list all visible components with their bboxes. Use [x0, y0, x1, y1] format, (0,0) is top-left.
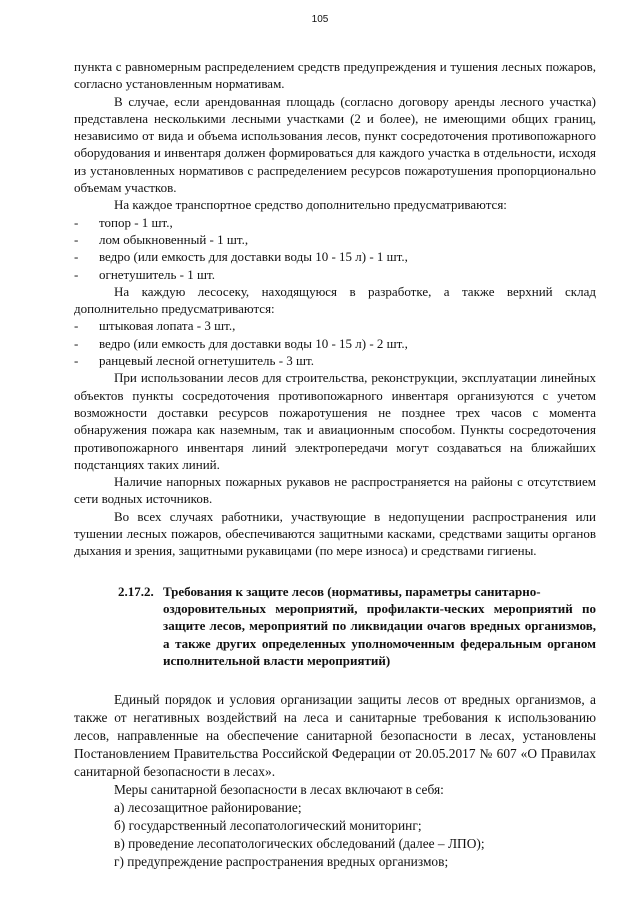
section-body: [74, 691, 596, 871]
section-title-first-line: Требования к защите лесов (нормативы, параметры санитарно-: [163, 583, 541, 599]
measure-item: а) лесозащитное районирование;: [114, 799, 302, 815]
section-title-rest: оздоровительных мероприятий, профилакти-ческих мероприятий по защите лесов, мероприятий по ликвидации очагов вредных организмов, а также других определенных уполномоченным федеральным органом исполнительной власти мероприятий): [163, 601, 596, 669]
list-item: - топор - 1 шт.,: [74, 214, 596, 231]
vehicle-equipment-list: [74, 214, 596, 283]
paragraph-fire-hoses: Наличие напорных пожарных рукавов не распространяется на районы с отсутствием сети водных источников.: [74, 474, 596, 507]
list-item: - ранцевый лесной огнетушитель - 3 шт.: [74, 352, 596, 369]
measure-item: г) предупреждение распространения вредных организмов;: [114, 853, 449, 869]
document-body: [74, 58, 596, 871]
paragraph-sanitary-rules: Единый порядок и условия организации защиты лесов от вредных организмов, а также от негативных воздействий на леса и санитарные требования к использованию лесов, направленные на обеспечение санитарной безопасности в лесах, установлены Постановлением Правительства Российской Федерации от 20.05.2017 № 607 «О Правилах санитарной безопасности в лесах».: [74, 691, 596, 779]
paragraph-continuation: пункта с равномерным распределением средств предупреждения и тушения лесных пожаров, согласно установленным нормативам.: [74, 59, 596, 92]
list-item: - огнетушитель - 1 шт.: [74, 266, 596, 283]
cutting-area-equipment-list: [74, 317, 596, 369]
paragraph-measures-intro: Меры санитарной безопасности в лесах включают в себя:: [114, 781, 444, 797]
paragraph-cutting-area-intro: На каждую лесосеку, находящуюся в разработке, а также верхний склад дополнительно предусматриваются:: [74, 283, 596, 317]
list-item: - ведро (или емкость для доставки воды 10 - 15 л) - 1 шт.,: [74, 248, 596, 265]
list-item: - ведро (или емкость для доставки воды 10 - 15 л) - 2 шт.,: [74, 335, 596, 352]
paragraph-linear-objects: При использовании лесов для строительства, реконструкции, эксплуатации линейных объектов пункты сосредоточения противопожарного инвентаря организуются с учетом возможности доставки ресурсов пожаротушения не позднее трех часов с момента обнаружения пожара как наземным, так и авиационным способом. Пункты сосредоточения противопожарного инвентаря линий электропередачи могут создаваться на ближайших подстанциях таких линий.: [74, 370, 596, 472]
measure-item: в) проведение лесопатологических обследований (далее – ЛПО);: [114, 835, 485, 851]
section-number: 2.17.2.: [118, 583, 154, 599]
paragraph-protective-gear: Во всех случаях работники, участвующие в недопущении распространения или тушении лесных пожаров, обеспечиваются защитными касками, средствами защиты органов дыхания и зрения, защитными рукавицами (по мере износа) и средствами гигиены.: [74, 508, 596, 559]
measure-item: б) государственный лесопатологический мониторинг;: [114, 817, 422, 833]
section-title: [163, 583, 596, 670]
page-number: 105: [311, 14, 329, 25]
paragraph-vehicle-intro: На каждое транспортное средство дополнительно предусматриваются:: [114, 197, 507, 213]
list-item: - лом обыкновенный - 1 шт.,: [74, 231, 596, 248]
paragraph-leased-area: В случае, если арендованная площадь (согласно договору аренды лесного участка) представлена несколькими лесными участками (2 и более), не имеющими общих границ, независимо от вида и объема использования лесов, пункт сосредоточения противопожарного оборудования и инвентаря должен формироваться для каждого участка в отдельности, исходя из установленных нормативов с распределением ресурсов пожаротушения пропорционально объемам участков.: [74, 93, 596, 196]
list-item: - штыковая лопата - 3 шт.,: [74, 317, 596, 334]
section-heading: [74, 583, 596, 670]
